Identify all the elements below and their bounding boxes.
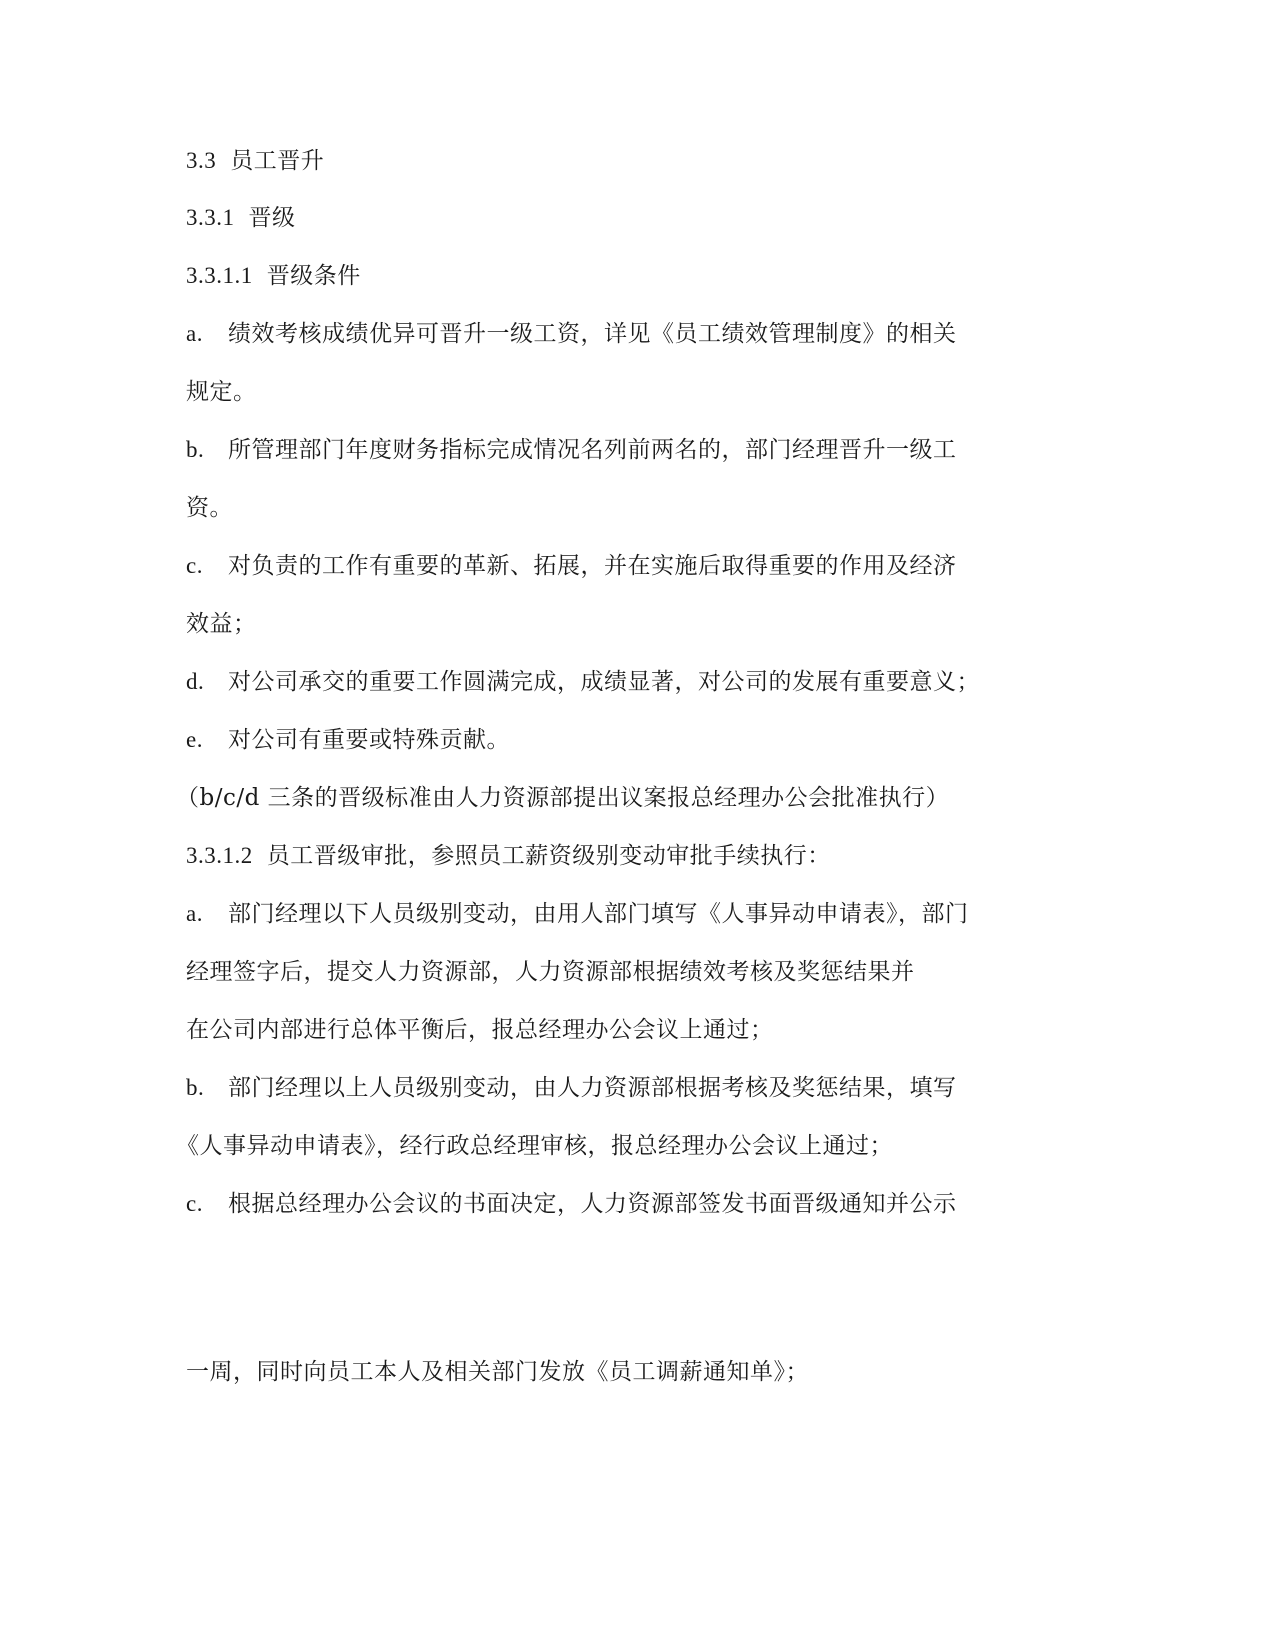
condition-label: e. (186, 727, 203, 752)
condition-text: 绩效考核成绩优异可晋升一级工资，详见《员工绩效管理制度》的相关 (228, 321, 957, 347)
condition-continuation: 效益； (186, 611, 257, 637)
step-text: 根据总经理办公会议的书面决定，人力资源部签发书面晋级通知并公示 (228, 1191, 957, 1217)
condition-item (186, 435, 957, 465)
approval-step (186, 899, 969, 929)
subsection-title: 晋级 (248, 205, 296, 231)
condition-item (186, 319, 957, 349)
approval-number: 3.3.1.2 (186, 843, 253, 868)
condition-text: 对公司有重要或特殊贡献。 (228, 727, 510, 753)
step-continuation: 《人事异动申请表》，经行政总经理审核，报总经理办公会议上通过； (176, 1133, 893, 1159)
step-label: b. (186, 1075, 205, 1100)
condition-label: a. (186, 321, 203, 346)
section-number: 3.3 (186, 148, 217, 173)
approval-step (186, 1073, 957, 1103)
approval-title: 员工晋级审批，参照员工薪资级别变动审批手续执行： (266, 843, 831, 869)
step-continuation: 经理签字后，提交人力资源部，人力资源部根据绩效考核及奖惩结果并 (186, 959, 915, 985)
condition-text: 所管理部门年度财务指标完成情况名列前两名的，部门经理晋升一级工 (228, 437, 957, 463)
step-continuation: 在公司内部进行总体平衡后，报总经理办公会议上通过； (186, 1017, 774, 1043)
condition-text: 对公司承交的重要工作圆满完成，成绩显著，对公司的发展有重要意义； (228, 669, 980, 695)
approval-heading (186, 841, 831, 871)
condition-item (186, 725, 510, 755)
step-continuation: 一周，同时向员工本人及相关部门发放《员工调薪通知单》； (186, 1359, 809, 1385)
section-title: 员工晋升 (230, 148, 325, 174)
condition-continuation: 规定。 (186, 379, 257, 405)
step-text: 部门经理以下人员级别变动，由用人部门填写《人事异动申请表》，部门 (228, 901, 969, 927)
subsection-heading (186, 203, 296, 233)
condition-label: d. (186, 669, 205, 694)
conditions-heading (186, 261, 361, 291)
condition-item (186, 667, 980, 697)
condition-label: c. (186, 553, 203, 578)
approval-step (186, 1189, 957, 1219)
step-label: a. (186, 901, 203, 926)
condition-label: b. (186, 437, 205, 462)
section-heading (186, 146, 324, 176)
condition-item (186, 551, 957, 581)
step-text: 部门经理以上人员级别变动，由人力资源部根据考核及奖惩结果，填写 (228, 1075, 957, 1101)
condition-text: 对负责的工作有重要的革新、拓展，并在实施后取得重要的作用及经济 (228, 553, 957, 579)
condition-continuation: 资。 (186, 495, 233, 521)
subsection-number: 3.3.1 (186, 205, 235, 230)
approval-note: （b/c/d 三条的晋级标准由人力资源部提出议案报总经理办公会批准执行） (176, 785, 950, 811)
step-label: c. (186, 1191, 203, 1216)
conditions-number: 3.3.1.1 (186, 263, 253, 288)
conditions-title: 晋级条件 (266, 263, 361, 289)
